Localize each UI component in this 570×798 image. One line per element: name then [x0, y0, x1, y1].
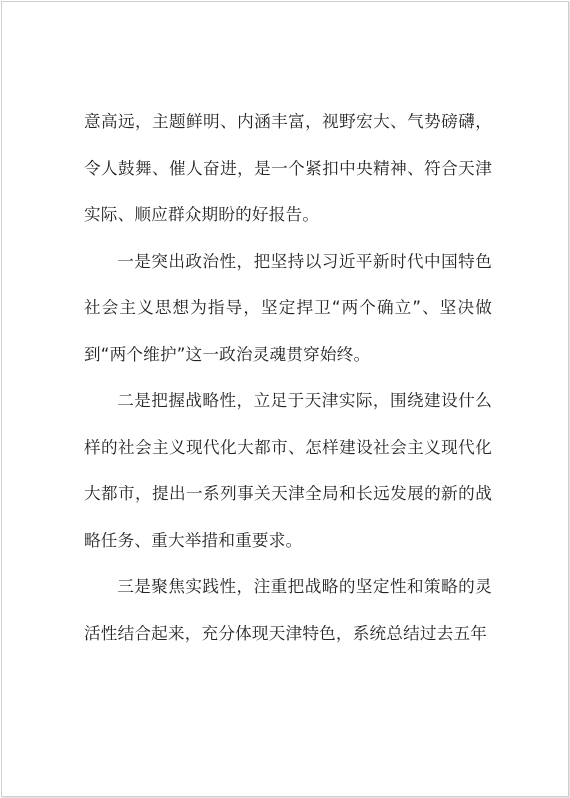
paragraph-2: 一是突出政治性，把坚持以习近平新时代中国特色社会主义思想为指导，坚定捍卫“两个确立”、坚决做到“两个维护”这一政治灵魂贯穿始终。	[84, 251, 492, 364]
document-page	[1, 1, 569, 797]
paragraph-3: 二是把握战略性，立足于天津实际，围绕建设什么样的社会主义现代化大都市、怎样建设社会主义现代化大都市，提出一系列事关天津全局和长远发展的新的战略任务、重大举措和重要求。	[84, 391, 492, 550]
paragraph-1: 意高远，主题鲜明、内涵丰富，视野宏大、气势磅礴，令人鼓舞、催人奋进，是一个紧扣中央精神、符合天津实际、顺应群众期盼的好报告。	[84, 112, 492, 224]
document-body	[84, 99, 492, 657]
paragraph-4: 三是聚焦实践性，注重把战略的坚定性和策略的灵活性结合起来，充分体现天津特色，系统总结过去五年	[84, 577, 492, 643]
